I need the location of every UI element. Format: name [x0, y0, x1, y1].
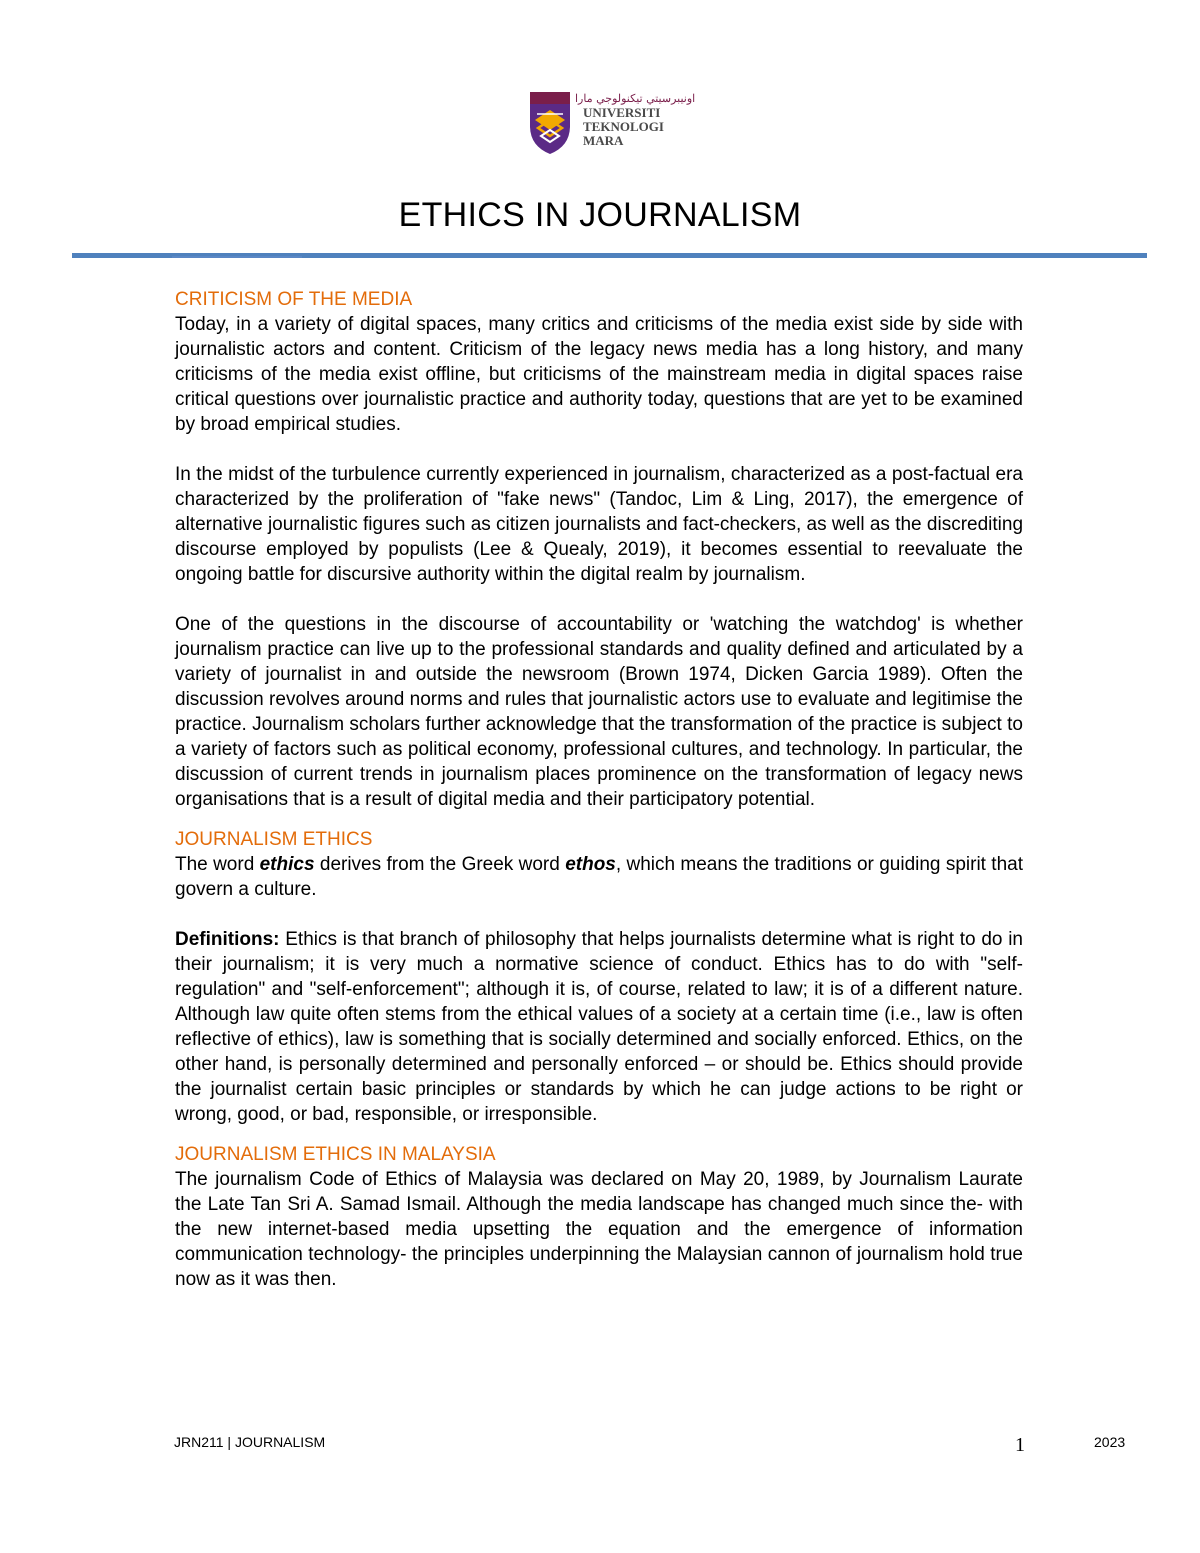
university-logo [527, 90, 696, 158]
paragraph: One of the questions in the discourse of accountability or 'watching the watchdog' is whether journalism practice can live up to the professional standards and quality defined and articulated by a variety of journalist in and outside the newsroom (Brown 1974, Dicken Garcia 1989). Often the discussion revolves around norms and rules that journalistic actors use to evaluate and legitimise the practice. Journalism scholars further acknowledge that the transformation of the practice is subject to a variety of factors such as political economy, professional cultures, and technology. In particular, the discussion of current trends in journalism places prominence on the transformation of legacy news organisations that is a result of digital media and their participatory potential. [175, 614, 1023, 810]
section-heading-criticism: CRITICISM OF THE MEDIA [175, 289, 413, 310]
definitions-label: Definitions: [175, 929, 280, 950]
footer-page-number: 1 [1015, 1434, 1025, 1456]
logo-line-2: TEKNOLOGI [583, 119, 664, 134]
logo-line-1: UNIVERSITI [583, 105, 661, 120]
text: The word [175, 854, 260, 875]
logo-wordmark [583, 106, 664, 148]
section-heading-ethics: JOURNALISM ETHICS [175, 829, 373, 850]
logo-jawi-text: اونيبرسيتي تيكنولوجي مارا [575, 92, 696, 105]
section-heading-malaysia: JOURNALISM ETHICS IN MALAYSIA [175, 1144, 496, 1165]
term-ethos: ethos [565, 854, 616, 875]
text: derives from the Greek word [314, 854, 566, 875]
footer-year: 2023 [1094, 1434, 1126, 1450]
term-ethics: ethics [259, 854, 315, 875]
university-crest-icon [527, 90, 573, 156]
logo-line-3: MARA [583, 133, 624, 148]
paragraph: The journalism Code of Ethics of Malaysia was declared on May 20, 1989, by Journalism Laurate the Late Tan Sri A. Samad Ismail. Although the media landscape has changed much since the- with the new internet-based media upsetting the equation and the emergence of information communication technology- the principles underpinning the Malaysian cannon of journalism hold true now as it was then. [175, 1169, 1023, 1290]
paragraph: In the midst of the turbulence currently experienced in journalism, characterized as a post-factual era characterized by the proliferation of "fake news" (Tandoc, Lim & Ling, 2017), the emergence of alternative journalistic figures such as citizen journalists and fact-checkers, as well as the discrediting discourse employed by populists (Lee & Quealy, 2019), it becomes essential to reevaluate the ongoing battle for discursive authority within the digital realm by journalism. [175, 464, 1024, 585]
paragraph [175, 927, 1023, 1127]
text: , which means the traditions or guiding spirit that govern a culture. [175, 854, 1023, 900]
text: Ethics is that branch of philosophy that helps journalists determine what is right to do in their journalism; it is very much a normative science of conduct. Ethics has to do with "self-regulation" and "self-enforcement"; although it is, of course, related to law; it is of a different nature. Although law quite often stems from the ethical values of a society at a certain time (i.e., law is often reflective of ethics), law is something that is socially determined and socially enforced. Ethics, on the other hand, is personally determined and personally enforced – or should be. Ethics should provide the journalist certain basic principles or standards by which he can judge actions to be right or wrong, good, or bad, responsible, or irresponsible. [175, 929, 1023, 1125]
document-body [175, 287, 1023, 1292]
paragraph: Today, in a variety of digital spaces, many critics and criticisms of the media exist side by side with journalistic actors and content. Criticism of the legacy news media has a long history, and many criticisms of the media exist offline, but criticisms of the mainstream media in digital spaces raise critical questions over journalistic practice and authority today, questions that are yet to be examined by broad empirical studies. [175, 314, 1023, 435]
page-title: ETHICS IN JOURNALISM [398, 196, 802, 234]
paragraph [175, 852, 1023, 902]
title-underline-accent [172, 256, 302, 258]
footer-course: JRN211 | JOURNALISM [174, 1434, 326, 1450]
